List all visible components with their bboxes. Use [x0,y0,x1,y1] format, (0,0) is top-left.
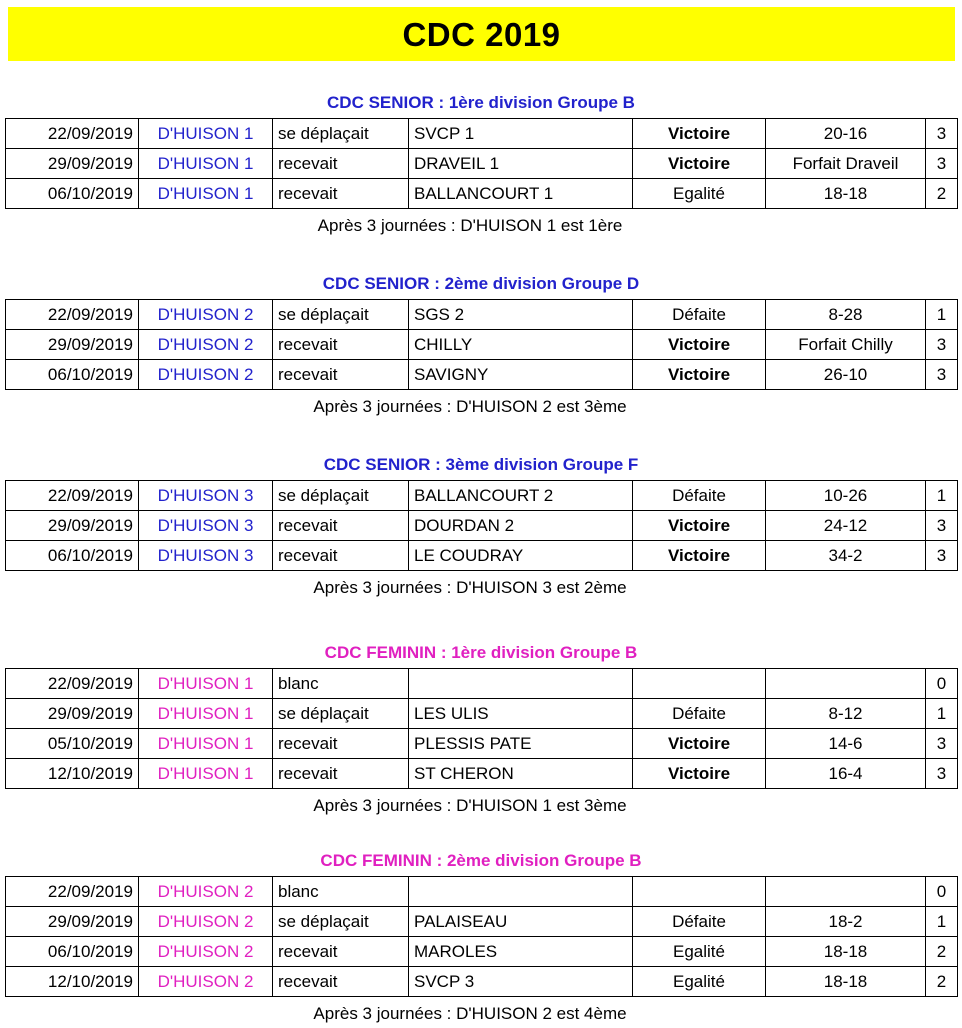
opponent-name: DOURDAN 2 [409,511,633,541]
venue-status: recevait [273,511,409,541]
match-score: 8-28 [766,300,926,330]
team-name: D'HUISON 1 [139,729,273,759]
venue-status: blanc [273,877,409,907]
venue-status: se déplaçait [273,699,409,729]
points-earned: 3 [926,729,958,759]
opponent-name: SGS 2 [409,300,633,330]
match-date: 29/09/2019 [6,907,139,937]
match-date: 29/09/2019 [6,699,139,729]
results-table [5,299,958,390]
team-name: D'HUISON 1 [139,119,273,149]
opponent-name: SVCP 1 [409,119,633,149]
points-earned: 1 [926,481,958,511]
team-name: D'HUISON 3 [139,511,273,541]
match-result: Défaite [633,300,766,330]
table-row [6,149,958,179]
table-row [6,967,958,997]
venue-status: se déplaçait [273,119,409,149]
opponent-name: PLESSIS PATE [409,729,633,759]
match-result: Victoire [633,729,766,759]
section-senior-1ere-groupe-b [0,92,962,238]
match-result: Victoire [633,119,766,149]
opponent-name: BALLANCOURT 2 [409,481,633,511]
points-earned: 0 [926,877,958,907]
match-score: 16-4 [766,759,926,789]
section-summary: Après 3 journées : D'HUISON 2 est 4ème [313,1004,627,1023]
section-summary: Après 3 journées : D'HUISON 1 est 1ère [317,216,623,235]
match-date: 06/10/2019 [6,360,139,390]
points-earned: 1 [926,699,958,729]
match-result: Egalité [633,179,766,209]
points-earned: 1 [926,907,958,937]
team-name: D'HUISON 2 [139,877,273,907]
page-title: CDC 2019 [402,15,561,53]
team-name: D'HUISON 3 [139,541,273,571]
match-result: Egalité [633,967,766,997]
team-name: D'HUISON 1 [139,699,273,729]
match-date: 06/10/2019 [6,541,139,571]
match-score: 14-6 [766,729,926,759]
opponent-name [409,877,633,907]
results-table [5,480,958,571]
match-score: Forfait Chilly [766,330,926,360]
table-row [6,877,958,907]
match-result: Défaite [633,699,766,729]
team-name: D'HUISON 3 [139,481,273,511]
match-score: 18-18 [766,967,926,997]
match-date: 22/09/2019 [6,877,139,907]
match-date: 12/10/2019 [6,759,139,789]
points-earned: 1 [926,300,958,330]
table-row [6,937,958,967]
table-row [6,699,958,729]
section-feminin-1ere-groupe-b [0,642,962,818]
venue-status: recevait [273,759,409,789]
team-name: D'HUISON 2 [139,360,273,390]
opponent-name: SVCP 3 [409,967,633,997]
match-score: 34-2 [766,541,926,571]
venue-status: recevait [273,937,409,967]
points-earned: 3 [926,541,958,571]
match-date: 06/10/2019 [6,937,139,967]
match-result: Victoire [633,360,766,390]
points-earned: 3 [926,119,958,149]
team-name: D'HUISON 2 [139,907,273,937]
match-score: Forfait Draveil [766,149,926,179]
points-earned: 3 [926,149,958,179]
table-row [6,481,958,511]
section-senior-2eme-groupe-d [0,273,962,419]
team-name: D'HUISON 2 [139,300,273,330]
match-score [766,669,926,699]
match-score: 18-18 [766,937,926,967]
venue-status: se déplaçait [273,300,409,330]
section-title: CDC SENIOR : 2ème division Groupe D [322,274,640,293]
points-earned: 3 [926,330,958,360]
match-score: 26-10 [766,360,926,390]
match-date: 22/09/2019 [6,481,139,511]
section-title: CDC FEMININ : 2ème division Groupe B [320,851,642,870]
venue-status: recevait [273,541,409,571]
section-title: CDC FEMININ : 1ère division Groupe B [324,643,638,662]
table-row [6,119,958,149]
section-summary: Après 3 journées : D'HUISON 3 est 2ème [313,578,627,597]
opponent-name: CHILLY [409,330,633,360]
table-row [6,759,958,789]
match-score: 18-18 [766,179,926,209]
points-earned: 2 [926,967,958,997]
match-result [633,877,766,907]
venue-status: recevait [273,330,409,360]
venue-status: se déplaçait [273,907,409,937]
opponent-name: ST CHERON [409,759,633,789]
opponent-name: DRAVEIL 1 [409,149,633,179]
match-result: Victoire [633,149,766,179]
page-banner [8,7,955,61]
table-row [6,360,958,390]
match-score: 24-12 [766,511,926,541]
match-result [633,669,766,699]
team-name: D'HUISON 1 [139,179,273,209]
table-row [6,300,958,330]
match-score: 18-2 [766,907,926,937]
opponent-name: PALAISEAU [409,907,633,937]
opponent-name: LE COUDRAY [409,541,633,571]
opponent-name: MAROLES [409,937,633,967]
table-row [6,179,958,209]
points-earned: 2 [926,937,958,967]
points-earned: 0 [926,669,958,699]
match-result: Victoire [633,541,766,571]
team-name: D'HUISON 1 [139,149,273,179]
points-earned: 2 [926,179,958,209]
match-date: 06/10/2019 [6,179,139,209]
section-title: CDC SENIOR : 3ème division Groupe F [323,455,639,474]
opponent-name: LES ULIS [409,699,633,729]
table-row [6,330,958,360]
venue-status: recevait [273,360,409,390]
venue-status: recevait [273,729,409,759]
venue-status: se déplaçait [273,481,409,511]
section-senior-3eme-groupe-f [0,454,962,600]
points-earned: 3 [926,360,958,390]
match-result: Victoire [633,330,766,360]
match-date: 29/09/2019 [6,330,139,360]
team-name: D'HUISON 2 [139,330,273,360]
opponent-name: SAVIGNY [409,360,633,390]
venue-status: blanc [273,669,409,699]
venue-status: recevait [273,179,409,209]
results-table [5,118,958,209]
table-row [6,907,958,937]
venue-status: recevait [273,149,409,179]
section-summary: Après 3 journées : D'HUISON 1 est 3ème [313,796,627,815]
points-earned: 3 [926,759,958,789]
points-earned: 3 [926,511,958,541]
opponent-name: BALLANCOURT 1 [409,179,633,209]
match-score: 20-16 [766,119,926,149]
match-date: 22/09/2019 [6,669,139,699]
match-score [766,877,926,907]
match-result: Egalité [633,937,766,967]
match-date: 22/09/2019 [6,300,139,330]
section-title: CDC SENIOR : 1ère division Groupe B [327,93,635,112]
match-score: 10-26 [766,481,926,511]
table-row [6,511,958,541]
opponent-name [409,669,633,699]
venue-status: recevait [273,967,409,997]
match-result: Victoire [633,759,766,789]
section-feminin-2eme-groupe-b [0,850,962,1026]
match-result: Victoire [633,511,766,541]
team-name: D'HUISON 1 [139,759,273,789]
match-date: 29/09/2019 [6,511,139,541]
match-result: Défaite [633,481,766,511]
match-date: 05/10/2019 [6,729,139,759]
team-name: D'HUISON 2 [139,967,273,997]
section-summary: Après 3 journées : D'HUISON 2 est 3ème [313,397,627,416]
results-table [5,876,958,997]
table-row [6,729,958,759]
match-date: 22/09/2019 [6,119,139,149]
table-row [6,541,958,571]
results-table [5,668,958,789]
match-score: 8-12 [766,699,926,729]
team-name: D'HUISON 1 [139,669,273,699]
match-date: 12/10/2019 [6,967,139,997]
table-row [6,669,958,699]
match-date: 29/09/2019 [6,149,139,179]
match-result: Défaite [633,907,766,937]
team-name: D'HUISON 2 [139,937,273,967]
